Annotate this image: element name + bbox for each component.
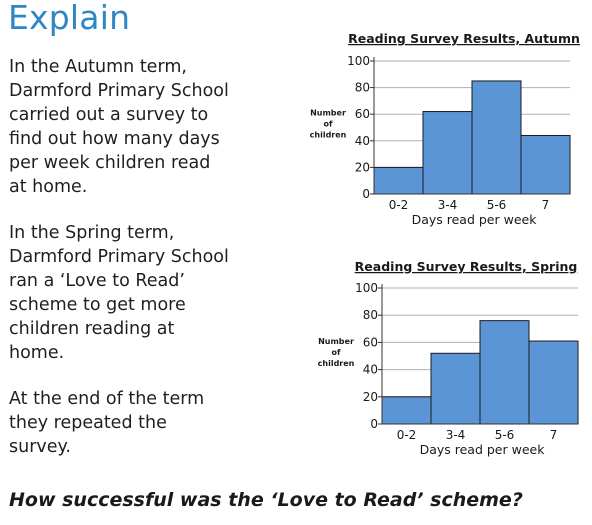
- p3-line: At the end of the term: [9, 389, 205, 409]
- autumn-bar: [472, 81, 521, 194]
- spring-y-tick-label: 60: [362, 335, 378, 350]
- p2-line: ran a ‘Love to Read’: [9, 271, 185, 291]
- p2-line: children reading at: [9, 319, 175, 339]
- autumn-y-axis-title: children: [309, 130, 347, 140]
- p1-line: at home.: [9, 177, 88, 197]
- spring-bar: [480, 321, 529, 424]
- p1-line: per week children read: [9, 153, 211, 173]
- spring-bar: [529, 341, 578, 424]
- spring-x-tick-label: 0-2: [396, 428, 417, 442]
- autumn-y-tick-label: 20: [354, 160, 370, 175]
- spring-y-tick-label: 100: [355, 281, 378, 295]
- spring-bar: [382, 397, 431, 424]
- spring-bar: [431, 353, 480, 424]
- autumn-y-tick-label: 60: [354, 107, 370, 122]
- autumn-chart: [300, 24, 585, 243]
- spring-y-axis-title: Number: [318, 337, 354, 346]
- spring-y-tick-label: 0: [370, 417, 378, 431]
- autumn-x-tick-label: 5-6: [486, 198, 507, 212]
- spring-x-tick-label: 3-4: [445, 428, 466, 442]
- question-text: How successful was the ‘Love to Read’ scheme?: [9, 489, 523, 511]
- autumn-x-tick-label: 3-4: [437, 198, 458, 212]
- p2-line: home.: [9, 343, 65, 363]
- autumn-y-tick-label: 40: [354, 133, 370, 148]
- autumn-y-tick-label: 0: [362, 187, 370, 201]
- autumn-bar: [521, 135, 570, 194]
- autumn-x-tick-label: 7: [541, 198, 550, 212]
- p1-line: Darmford Primary School: [9, 81, 229, 101]
- p3-line: survey.: [9, 437, 71, 457]
- p3-line: they repeated the: [9, 413, 167, 433]
- autumn-chart-title: Reading Survey Results, Autumn: [348, 31, 580, 46]
- autumn-x-axis-title: Days read per week: [411, 212, 537, 227]
- spring-y-axis-title: of: [331, 348, 341, 357]
- page-heading: Explain: [8, 0, 131, 37]
- spring-y-tick-label: 20: [362, 389, 378, 404]
- paragraph-repeat: [9, 387, 309, 459]
- autumn-bar: [423, 112, 472, 194]
- p1-line: find out how many days: [9, 129, 220, 149]
- autumn-y-axis-title: Number: [310, 108, 346, 118]
- spring-x-axis-title: Days read per week: [419, 442, 545, 457]
- autumn-y-tick-label: 100: [347, 54, 370, 68]
- paragraph-autumn: [9, 55, 309, 199]
- spring-y-axis-title: children: [317, 359, 355, 368]
- autumn-y-tick-label: 80: [354, 80, 370, 95]
- autumn-chart-svg: [300, 24, 585, 239]
- paragraph-spring: [9, 221, 309, 365]
- p1-line: In the Autumn term,: [9, 57, 187, 77]
- p2-line: scheme to get more: [9, 295, 186, 315]
- autumn-bar: [374, 167, 423, 194]
- autumn-x-tick-label: 0-2: [388, 198, 409, 212]
- p2-line: In the Spring term,: [9, 223, 175, 243]
- p1-line: carried out a survey to: [9, 105, 209, 125]
- spring-chart: [300, 255, 585, 474]
- spring-chart-title: Reading Survey Results, Spring: [354, 259, 578, 274]
- autumn-y-axis-title: of: [323, 119, 333, 129]
- spring-x-tick-label: 5-6: [494, 428, 515, 442]
- p2-line: Darmford Primary School: [9, 247, 229, 267]
- spring-x-tick-label: 7: [549, 428, 558, 442]
- spring-y-tick-label: 80: [362, 308, 378, 323]
- spring-chart-svg: [300, 255, 585, 470]
- spring-y-tick-label: 40: [362, 362, 378, 377]
